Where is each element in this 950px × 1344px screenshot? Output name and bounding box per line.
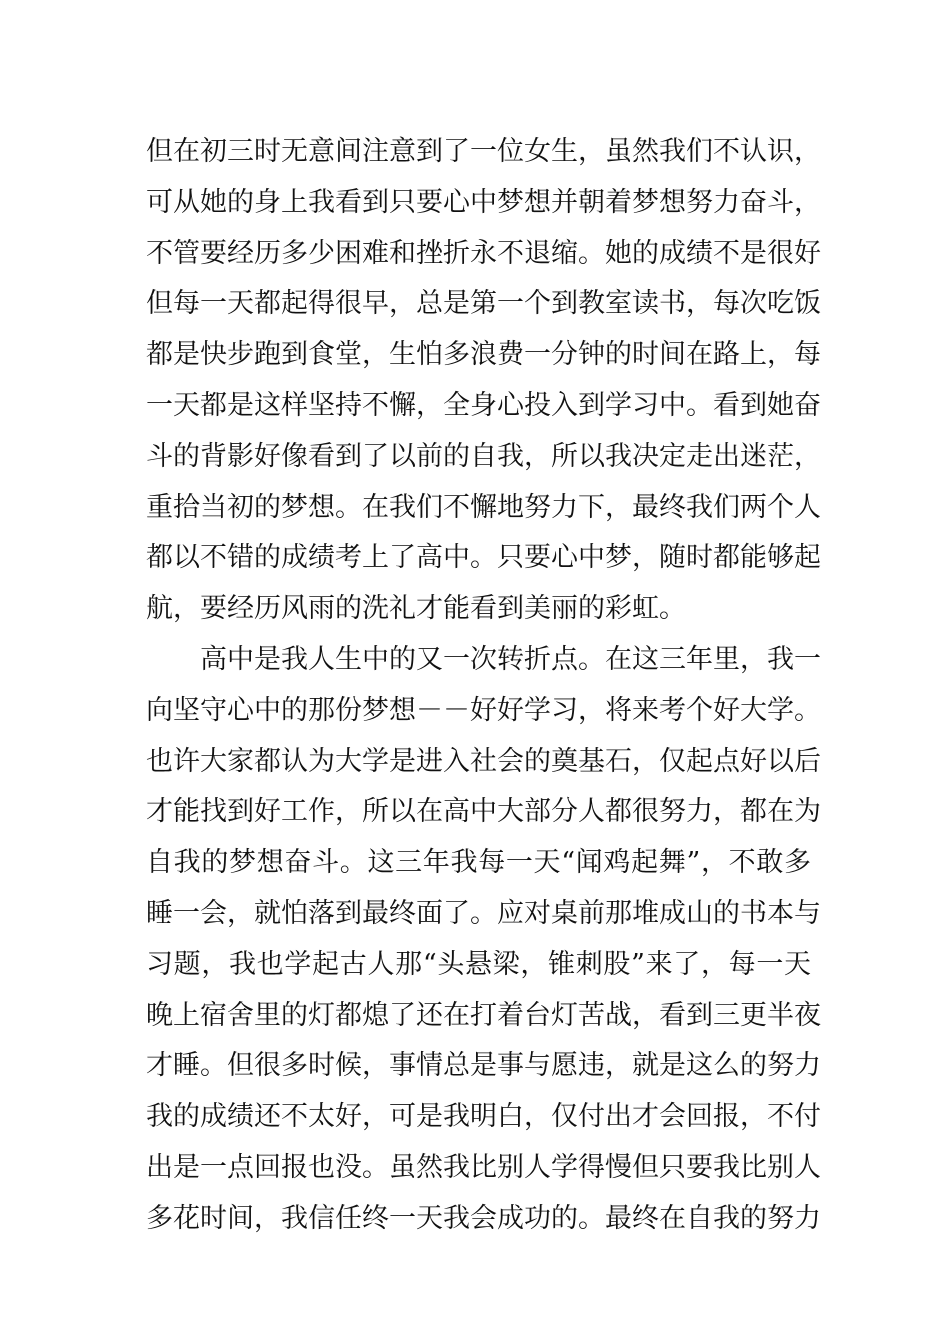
text-line: 才能找到好工作，所以在高中大部分人都很努力，都在为 bbox=[146, 796, 821, 828]
text-line: 出是一点回报也没。虽然我比别人学得慢但只要我比别人 bbox=[146, 1151, 821, 1183]
body-text bbox=[146, 127, 821, 1245]
text-line: 也许大家都认为大学是进入社会的奠基石，仅起点好以后 bbox=[146, 745, 821, 777]
text-line: 但在初三时无意间注意到了一位女生，虽然我们不认识， bbox=[146, 136, 821, 167]
text-line: 但每一天都起得很早，总是第一个到教室读书，每次吃饭 bbox=[146, 288, 821, 320]
text-line: 重拾当初的梦想。在我们不懈地努力下，最终我们两个人 bbox=[146, 491, 821, 523]
text-line: 我的成绩还不太好，可是我明白，仅付出才会回报，不付 bbox=[146, 1101, 821, 1133]
text-line: 都是快步跑到食堂，生怕多浪费一分钟的时间在路上，每 bbox=[146, 339, 821, 371]
text-line: 斗的背影好像看到了以前的自我，所以我决定走出迷茫， bbox=[146, 440, 821, 472]
text-line: 睡一会，就怕落到最终面了。应对桌前那堆成山的书本与 bbox=[146, 897, 821, 929]
text-line: 都以不错的成绩考上了高中。只要心中梦，随时都能够起 bbox=[146, 542, 821, 574]
text-line: 一天都是这样坚持不懈，全身心投入到学习中。看到她奋 bbox=[146, 389, 821, 421]
text-line: 晚上宿舍里的灯都熄了还在打着台灯苦战，看到三更半夜 bbox=[146, 999, 821, 1031]
text-line: 自我的梦想奋斗。这三年我每一天“闻鸡起舞”，不敢多 bbox=[146, 847, 811, 879]
text-line: 向坚守心中的那份梦想－－好好学习，将来考个好大学。 bbox=[146, 694, 821, 726]
text-line: 习题，我也学起古人那“头悬梁，锥刺股”来了，每一天 bbox=[146, 948, 811, 980]
text-line: 多花时间，我信任终一天我会成功的。最终在自我的努力 bbox=[146, 1202, 821, 1234]
text-line: 才睡。但很多时候，事情总是事与愿违，就是这么的努力 bbox=[146, 1050, 821, 1082]
text-line-paragraph-end: 航，要经历风雨的洗礼才能看到美丽的彩虹。 bbox=[146, 593, 686, 625]
text-line-paragraph-start: 高中是我人生中的又一次转折点。在这三年里，我一 bbox=[200, 643, 821, 675]
text-line: 可从她的身上我看到只要心中梦想并朝着梦想努力奋斗， bbox=[146, 186, 821, 218]
text-line: 不管要经历多少困难和挫折永不退缩。她的成绩不是很好 bbox=[146, 237, 821, 269]
